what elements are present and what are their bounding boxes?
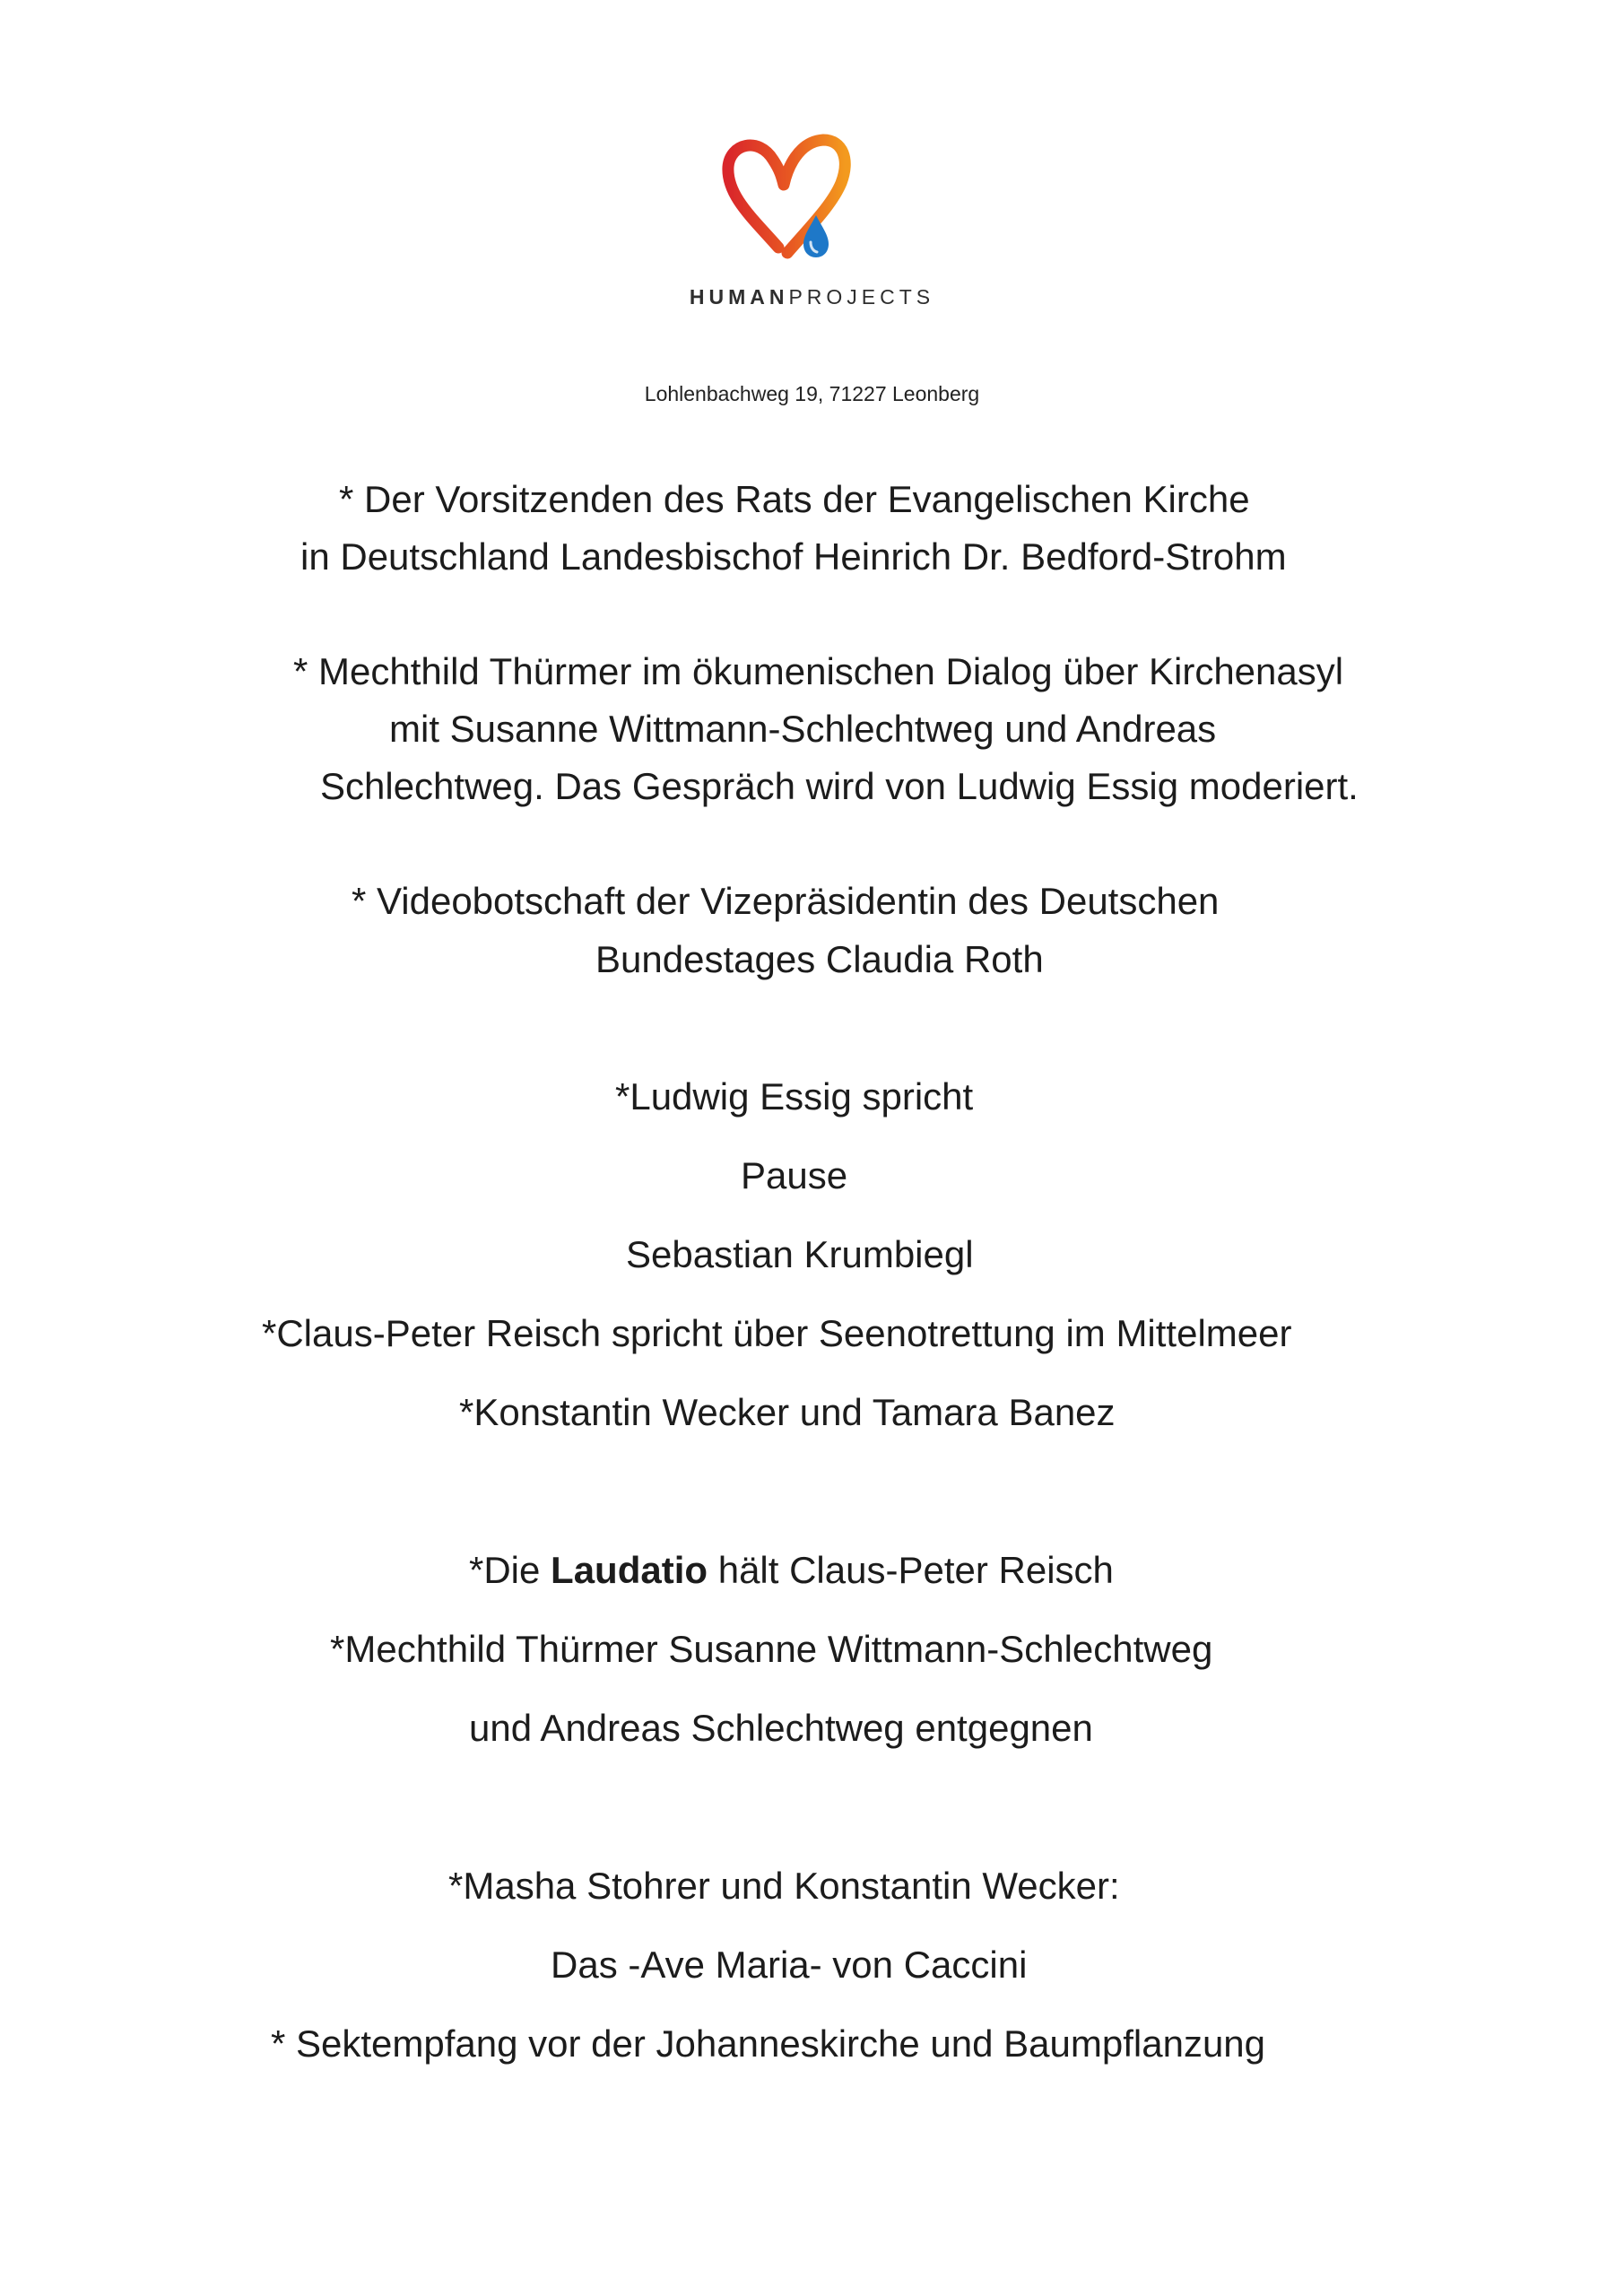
program-item-3-line-2: Bundestages Claudia Roth (595, 938, 1044, 980)
program-item-2-line-2: mit Susanne Wittmann-Schlechtweg und Andreas (389, 708, 1217, 750)
human-projects-heart-logo (717, 133, 852, 276)
program-item-10-line-1: *Mechthild Thürmer Susanne Wittmann-Schlechtweg (330, 1628, 1213, 1670)
laudatio-bold: Laudatio (551, 1549, 708, 1591)
brand-bold: HUMAN (689, 285, 789, 309)
program-item-7: *Claus-Peter Reisch spricht über Seenotrettung im Mittelmeer (262, 1312, 1292, 1354)
program-item-11-line-2: Das -Ave Maria- von Caccini (551, 1944, 1028, 1986)
laudatio-prefix: *Die (469, 1549, 551, 1591)
program-item-5: Pause (741, 1154, 848, 1196)
program-item-9 (469, 1548, 1114, 1593)
laudatio-suffix: hält Claus-Peter Reisch (708, 1549, 1114, 1591)
program-item-1-line-2: in Deutschland Landesbischof Heinrich Dr. Bedford-Strohm (300, 535, 1287, 578)
program-item-4: *Ludwig Essig spricht (615, 1075, 974, 1118)
address: Lohlenbachweg 19, 71227 Leonberg (644, 382, 980, 405)
program-item-2-line-1: * Mechthild Thürmer im ökumenischen Dialog über Kirchenasyl (293, 650, 1344, 692)
program-item-6: Sebastian Krumbiegl (626, 1233, 974, 1275)
program-item-10-line-2: und Andreas Schlechtweg entgegnen (469, 1707, 1093, 1749)
program-item-8: *Konstantin Wecker und Tamara Banez (459, 1391, 1116, 1433)
program-item-12: * Sektempfang vor der Johanneskirche und Baumpflanzung (271, 2022, 1266, 2065)
brand-light: PROJECTS (788, 285, 935, 309)
brand-wordmark (0, 285, 1624, 309)
program-item-3-line-1: * Videobotschaft der Vizepräsidentin des Deutschen (352, 880, 1220, 922)
program-item-2-line-3: Schlechtweg. Das Gespräch wird von Ludwig Essig moderiert. (320, 765, 1359, 807)
program-item-1-line-1: * Der Vorsitzenden des Rats der Evangelischen Kirche (339, 478, 1250, 520)
program-item-11-line-1: *Masha Stohrer und Konstantin Wecker: (448, 1865, 1120, 1907)
